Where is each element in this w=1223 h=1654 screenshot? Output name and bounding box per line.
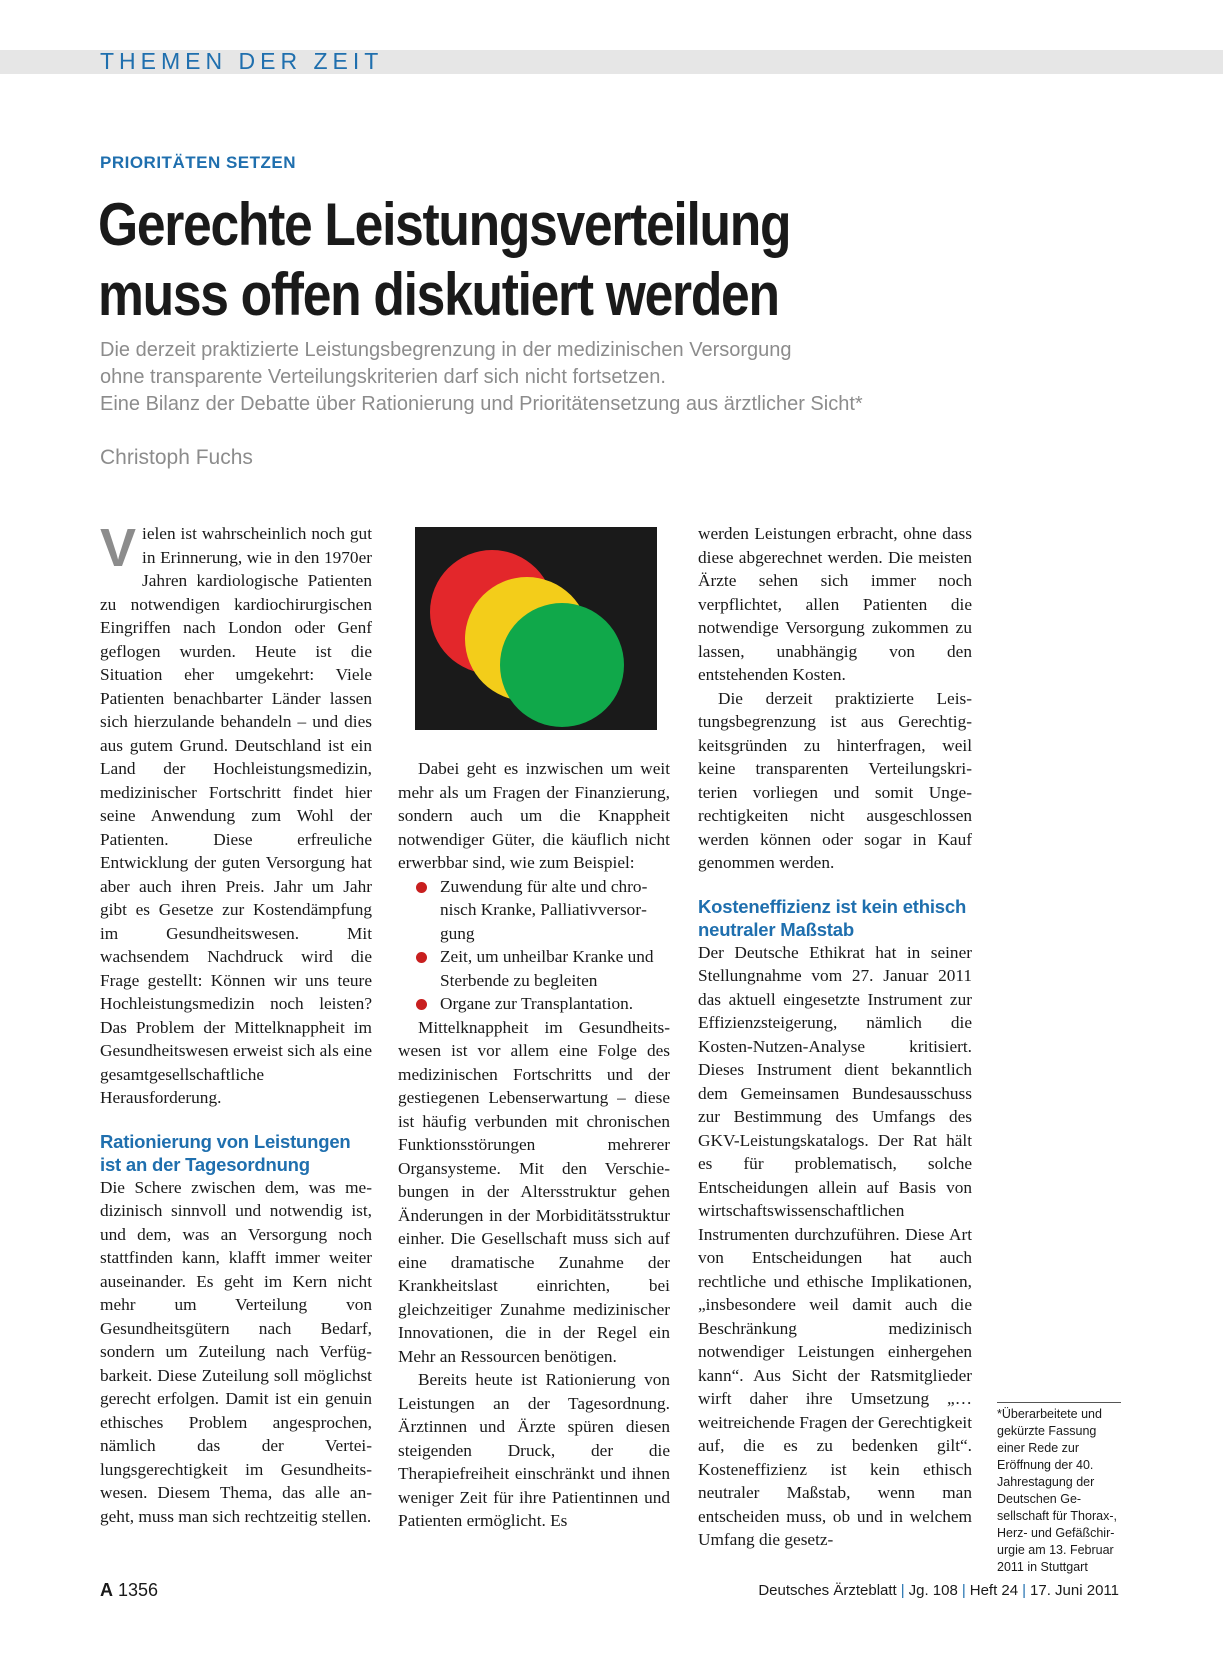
subtitle-line-2: ohne transparente Verteilungskriterien darf sich nicht fortsetzen. [100, 366, 666, 388]
green-circle [500, 603, 624, 727]
traffic-light-figure [415, 527, 657, 730]
kicker: PRIORITÄTEN SETZEN [100, 153, 297, 172]
column-1 [100, 518, 372, 1528]
list-item: Zeit, um unheilbar Kranke und Sterbende zu begleiten [398, 945, 670, 992]
bullet-icon [416, 952, 427, 963]
col1-paragraph-2: Die Schere zwischen dem, was medizinisch sinnvoll und notwendig ist, und dem, was an Versorgung noch stattfinden kann, klafft immer weiter auseinander. Es geht im Kern nicht mehr um Verteilung von Gesundheitsgütern nach Bedarf, sondern um Zuteilung nach Verfügbarkeit. Diese Zuteilung soll möglichst gerecht erfolgen. Damit ist ein genuin ethisches Problem angesprochen, nämlich das der Verteilungsgerechtigkeit im Gesundheitswesen. Diesem Thema, das alle angeht, muss man sich rechtzeitig stellen. [100, 1177, 372, 1526]
bullet-list [398, 875, 670, 1016]
col3-paragraph-3: Der Deutsche Ethikrat hat in seiner Stellungnahme vom 27. Januar 2011 das aktuell eingesetzte Instrument zur Effizienzsteigerung, nämlich die Kosten-Nutzen-Analyse kritisiert. Dieses Instrument dient bekanntlich dem Gemeinsamen Bundesausschuss zur Bestimmung des Umfangs des GKV-Leistungskatalogs. Der Rat hält es für problematisch, solche Entscheidungen allein auf Basis von wirtschaftswissenschaftlichen Instrumenten durchzuführen. Diese Art von Entscheidungen hat auch rechtliche und ethische Implikationen, „insbesondere weil damit auch die Beschränkung medizinisch notwendiger Leistungen einhergehen kann“. Aus Sicht der Ratsmitglieder wirft daher ihre Umsetzung „…weitreichende Fragen der Gerechtigkeit auf, die es zu bedenken gilt“. Kosteneffizienz ist kein ethisch neutraler Maßstab, wenn man entscheiden muss, ob und in welchem Umfang die gesetz- [698, 942, 972, 1549]
col2-paragraph-3: Bereits heute ist Rationierung von Leistungen an der Tagesordnung. Ärztinnen und Ärzte spüren diesen steigenden Druck, der die Therapiefreiheit einschränkt und ihnen weniger Zeit für ihre Patientinnen und Patienten ermöglicht. Es [398, 1370, 670, 1530]
journal-name: Deutsches Ärzteblatt [758, 1582, 897, 1599]
headline-line-1: Gerechte Leistungsverteilung [98, 191, 791, 258]
subhead-rationierung: Rationierung von Leistungen ist an der Tagesordnung [100, 1130, 351, 1175]
subhead-kosteneffizienz: Kosteneffizienz ist kein ethisch neutraler Maßstab [698, 895, 967, 940]
col1-paragraph-1 [100, 518, 372, 1110]
subtitle-line-1: Die derzeit praktizierte Leistungsbegrenzung in der medizinischen Versorgung [100, 339, 792, 361]
separator: | [1022, 1582, 1027, 1599]
bullet-icon [416, 999, 427, 1010]
footnote: *Überarbeitete und gekürzte Fassung einer Rede zur Eröffnung der 40. Jahrestagung der Deutschen Gesellschaft für Thorax-, Herz- und Gefäßchirurgie am 13. Februar 2011 in Stuttgart [997, 1402, 1121, 1576]
headline [98, 190, 958, 330]
col1-paragraph-1-text: ielen ist wahrscheinlich noch gut in Erinnerung, wie in den 1970er Jahren kardiologische Patienten zu notwendigen kardiochirurgischen Eingriffen nach London oder Genf geflogen wurden. Heute ist die Situation eher umgekehrt: Viele Patienten benachbarter Länder lassen sich hierzulande behandeln – und dies aus gutem Grund. Deutschland ist ein Land der Hochleistungsmedizin, medizinischer Fortschritt findet hier seine Anwendung zum Wohl der Patienten. Diese erfreuliche Entwicklung der guten Versorgung hat aber auch ihren Preis. Jahr um Jahr gibt es Gesetze zur Kostendämpfung im Gesundheitswesen. Mit wachsendem Nachdruck wird die Frage gestellt: Können wir uns teure Hochleistungsmedizin noch leisten? Das Problem der Mittelknappheit im Gesundheitswesen erweist sich als eine gesamtgesellschaftliche Herausforderung. [100, 524, 372, 1107]
journal-volume: Jg. 108 [908, 1582, 958, 1599]
col2-paragraph-1: Dabei geht es inzwischen um weit mehr als um Fragen der Finanzierung, sondern auch um die Knappheit notwendiger Güter, die käuflich nicht erwerbbar sind, wie zum Beispiel: [398, 759, 670, 872]
separator: | [961, 1582, 966, 1599]
column-3 [698, 522, 972, 1552]
col2-paragraph-2: Mittelknappheit im Gesundheitswesen ist vor allem eine Folge des medizinischen Fortschritts und der gestiegenen Lebenserwartung – diese ist häufig verbunden mit chronischen Funktionsstörungen mehrerer Organsysteme. Mit den Verschiebungen in der Altersstruktur gehen Änderungen in der Morbiditätsstruktur einher. Die Gesellschaft muss sich auf eine dramatische Zunahme der Krankheitslast einrichten, bei gleichzeitiger Zunahme medizinischer Innovationen, die in der Regel ein Mehr an Ressourcen benötigen. [398, 1017, 670, 1366]
author: Christoph Fuchs [100, 446, 253, 469]
subtitle-line-3: Eine Bilanz der Debatte über Rationierung und Prioritätensetzung aus ärztlicher Sicht* [100, 393, 863, 415]
headline-line-2: muss offen diskutiert werden [98, 261, 779, 328]
column-2 [398, 757, 670, 1533]
bullet-icon [416, 882, 427, 893]
list-item: Organe zur Transplantation. [398, 992, 670, 1016]
col3-paragraph-2: Die derzeit praktizierte Leistungsbegrenzung ist aus Gerechtigkeitsgründen zu hinterfragen, weil keine transparenten Verteilungskriterien vorliegen und somit Ungerechtigkeiten nicht ausgeschlossen werden können oder sogar in Kauf genommen werden. [698, 688, 972, 872]
journal-issue: Heft 24 [969, 1582, 1019, 1599]
section-label: THEMEN DER ZEIT [100, 48, 384, 74]
subtitle [100, 337, 1100, 418]
page-number: A 1356 [100, 1580, 159, 1600]
drop-cap: V [100, 518, 137, 578]
journal-footer [758, 1582, 1119, 1599]
list-item: Zuwendung für alte und chronisch Kranke, Palliativversorgung [398, 875, 670, 946]
separator: | [900, 1582, 905, 1599]
col3-paragraph-1: werden Leistungen erbracht, ohne dass diese abgerechnet werden. Die meisten Ärzte sehen sich immer noch verpflichtet, allen Patienten die notwendige Versorgung zukommen zu lassen, unabhängig von den entstehenden Kosten. [698, 524, 972, 684]
journal-date: 17. Juni 2011 [1030, 1582, 1119, 1599]
